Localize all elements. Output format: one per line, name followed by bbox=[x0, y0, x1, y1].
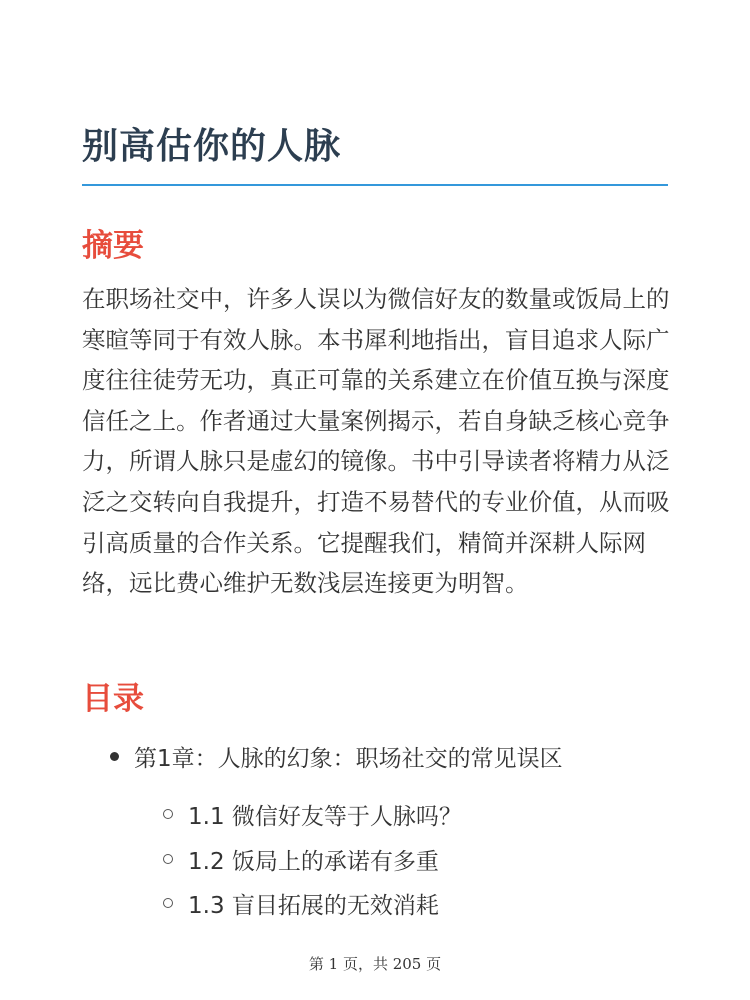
bullet-circle-icon bbox=[163, 809, 173, 819]
toc-section-1-3 bbox=[188, 887, 439, 920]
toc-section-label: 1.2 饭局上的承诺有多重 bbox=[188, 849, 439, 875]
toc-chapter-label: 第1章：人脉的幻象：职场社交的常见误区 bbox=[134, 746, 563, 772]
toc-heading: 目录 bbox=[82, 681, 144, 717]
bullet-dot-icon bbox=[110, 752, 119, 761]
bullet-circle-icon bbox=[163, 898, 173, 908]
summary-paragraph: 在职场社交中，许多人误以为微信好友的数量或饭局上的寒暄等同于有效人脉。本书犀利地指出，盲目追求人际广度往往徒劳无功，真正可靠的关系建立在价值互换与深度信任之上。作者通过大量案例揭示，若自身缺乏核心竞争力，所谓人脉只是虚幻的镜像。书中引导读者将精力从泛泛之交转向自我提升，打造不易替代的专业价值，从而吸引高质量的合作关系。它提醒我们，精简并深耕人际网络，远比费心维护无数浅层连接更为明智。 bbox=[82, 285, 670, 598]
toc-section-label: 1.3 盲目拓展的无效消耗 bbox=[188, 893, 439, 919]
document-title: 别高估你的人脉 bbox=[82, 126, 342, 167]
title-divider bbox=[82, 184, 668, 186]
toc-section-1-2 bbox=[188, 843, 439, 876]
toc-section-1-1 bbox=[188, 798, 462, 831]
page-footer: 第 1 页，共 205 页 bbox=[308, 955, 442, 973]
bullet-circle-icon bbox=[163, 854, 173, 864]
summary-heading: 摘要 bbox=[82, 228, 144, 264]
toc-chapter-1 bbox=[134, 740, 563, 773]
toc-section-label: 1.1 微信好友等于人脉吗？ bbox=[188, 804, 462, 830]
